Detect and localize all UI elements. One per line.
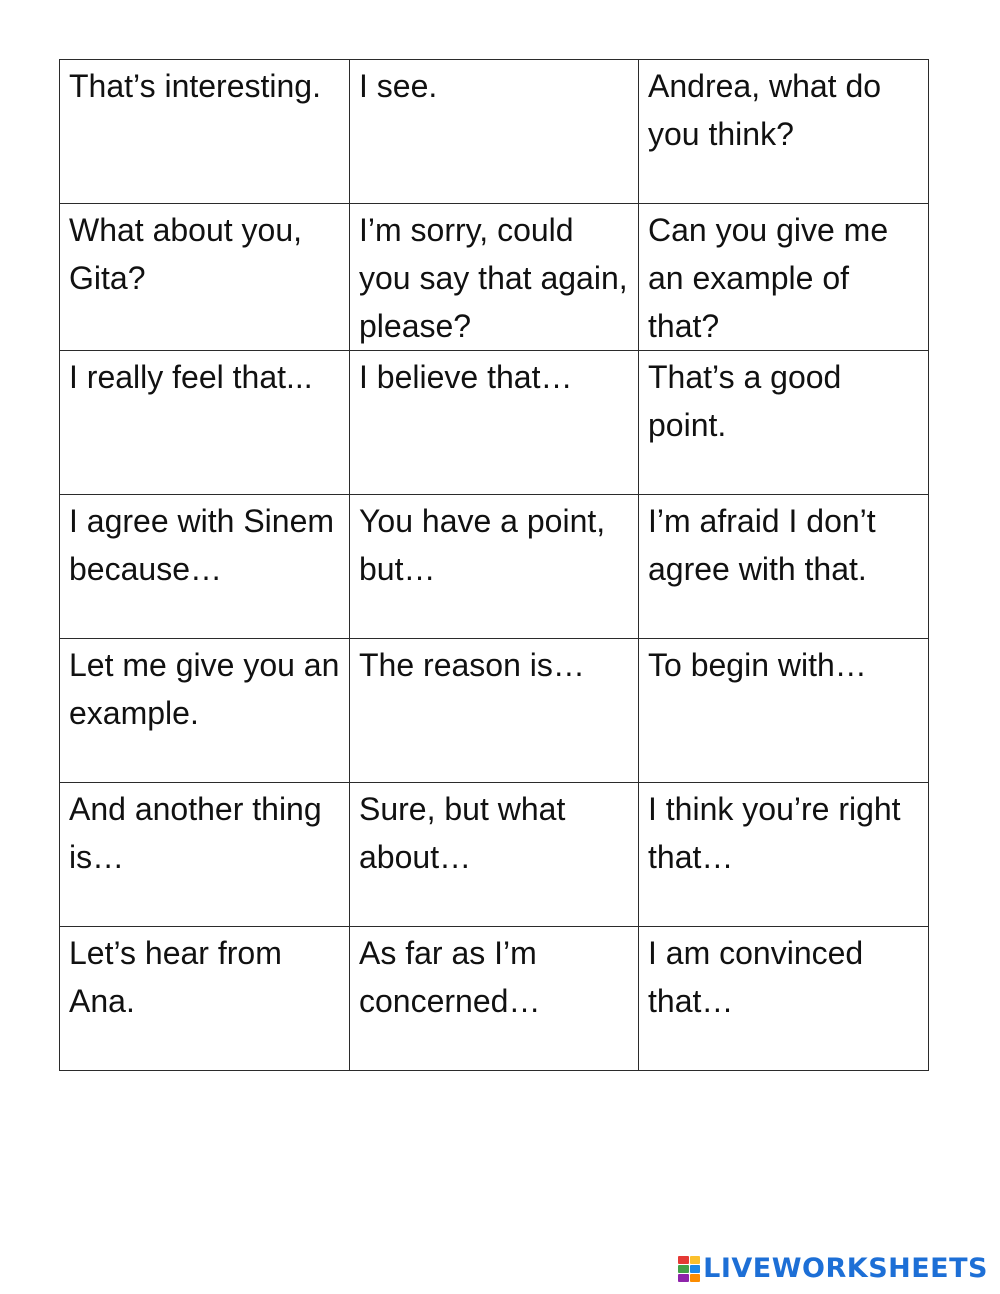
phrase-card-text: I am convinced that…: [648, 935, 864, 1019]
phrase-card: [350, 783, 639, 927]
phrase-card: [60, 783, 350, 927]
logo-block: [678, 1256, 689, 1264]
phrase-card-text: I’m sorry, could you say that again, please?: [359, 212, 628, 344]
phrase-card-text: I’m afraid I don’t agree with that.: [648, 503, 876, 587]
phrase-card-text: And another thing is…: [69, 791, 322, 875]
phrase-card: [639, 783, 929, 927]
phrase-card: [639, 351, 929, 495]
phrase-card-text: What about you, Gita?: [69, 212, 303, 296]
phrase-cards-body: [60, 60, 929, 1071]
phrase-card-text: Let’s hear from Ana.: [69, 935, 282, 1019]
phrase-card: [639, 927, 929, 1071]
logo-block: [690, 1256, 701, 1264]
phrase-card: [350, 639, 639, 783]
phrase-card: [639, 204, 929, 351]
phrase-card-text: As far as I’m concerned…: [359, 935, 541, 1019]
phrase-card-text: Can you give me an example of that?: [648, 212, 889, 344]
table-row: [60, 351, 929, 495]
liveworksheets-watermark: [678, 1253, 988, 1284]
logo-block: [678, 1265, 689, 1273]
phrase-card-text: That’s interesting.: [69, 68, 321, 104]
phrase-card: [60, 204, 350, 351]
phrase-card: [60, 495, 350, 639]
logo-block: [690, 1265, 701, 1273]
table-row: [60, 783, 929, 927]
phrase-card-text: I really feel that...: [69, 359, 313, 395]
table-row: [60, 204, 929, 351]
phrase-cards-table: [59, 59, 929, 1071]
liveworksheets-logo-icon: [678, 1256, 700, 1282]
phrase-card-text: I believe that…: [359, 359, 573, 395]
phrase-card-text: Andrea, what do you think?: [648, 68, 882, 152]
phrase-card-text: To begin with…: [648, 647, 867, 683]
table-row: [60, 495, 929, 639]
phrase-card: [60, 351, 350, 495]
logo-block: [690, 1274, 701, 1282]
table-row: [60, 639, 929, 783]
table-row: [60, 60, 929, 204]
phrase-card-text: You have a point, but…: [359, 503, 606, 587]
phrase-card-text: I see.: [359, 68, 438, 104]
phrase-card: [60, 60, 350, 204]
phrase-card: [350, 927, 639, 1071]
phrase-card-text: Let me give you an example.: [69, 647, 340, 731]
phrase-card-text: The reason is…: [359, 647, 585, 683]
phrase-card: [639, 639, 929, 783]
phrase-card-text: That’s a good point.: [648, 359, 842, 443]
phrase-card-text: I think you’re right that…: [648, 791, 901, 875]
watermark-text: LIVEWORKSHEETS: [703, 1253, 988, 1284]
logo-block: [678, 1274, 689, 1282]
phrase-card: [350, 495, 639, 639]
phrase-card: [639, 495, 929, 639]
phrase-card-text: Sure, but what about…: [359, 791, 566, 875]
phrase-card-text: I agree with Sinem because…: [69, 503, 335, 587]
phrase-card: [350, 204, 639, 351]
phrase-card: [60, 927, 350, 1071]
phrase-card: [350, 60, 639, 204]
phrase-card: [60, 639, 350, 783]
table-row: [60, 927, 929, 1071]
phrase-card: [350, 351, 639, 495]
phrase-card: [639, 60, 929, 204]
